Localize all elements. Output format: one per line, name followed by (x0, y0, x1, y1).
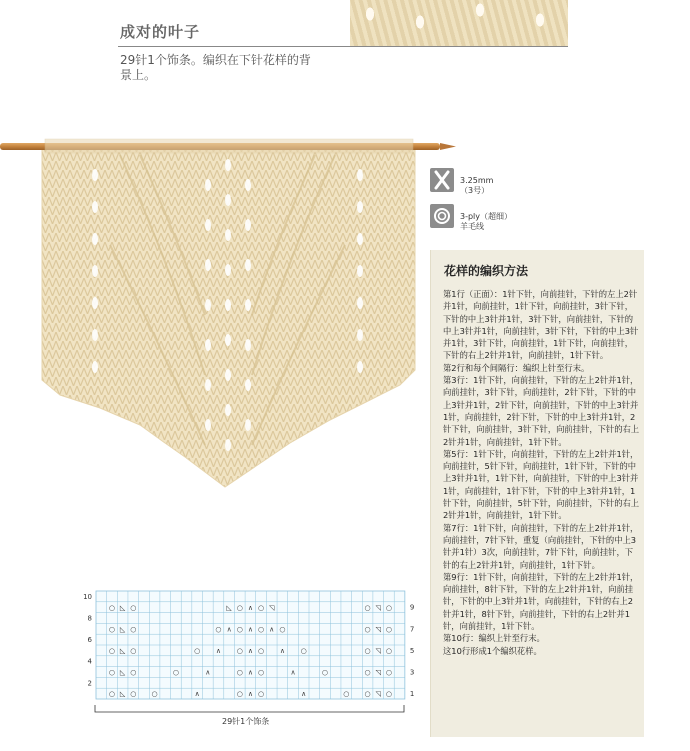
chart-symbol-k2tog: ◺ (119, 625, 126, 634)
needle-info (430, 168, 454, 192)
chart-symbol-cdd: ∧ (301, 690, 307, 699)
chart-symbol-yo: ○ (130, 668, 137, 677)
row-9-instruction: 第9行：1针下针，向前挂针，下针的左上2针并1针，向前挂针，8针下针，下针的左上2针并1针，向前挂针，下针的中上3针并1针，向前挂针，下针的右上2针并1针，8针下针，向前挂针，下针的右上2针并1针，向前挂针，1针下针。 (443, 571, 639, 632)
yarn-weight: 3-ply（超细） (460, 212, 513, 221)
chart-symbol-yo: ○ (108, 647, 116, 655)
chart-stitch-label: 29针1个饰条 (222, 717, 270, 726)
chart-symbol-yo: ○ (130, 625, 137, 634)
chart-symbol-yo: ○ (130, 603, 137, 612)
chart-symbol-cdd: ∧ (247, 690, 253, 699)
row-number-right: 7 (409, 625, 415, 634)
row-10-instruction: 第10行：编织上针至行末。 (443, 633, 545, 644)
pattern-subtitle: 29针1个饰条。编织在下针花样的背景上。 (120, 53, 311, 82)
chart-symbol-yo: ○ (258, 668, 265, 677)
needle-size: 3.25mm (460, 176, 494, 185)
chart-symbol-cdd: ∧ (247, 625, 253, 634)
chart-symbol-cdd: ∧ (226, 625, 232, 634)
yarn-ball-icon (430, 204, 454, 228)
yarn-info (430, 204, 454, 228)
row-number-left: 2 (87, 679, 92, 688)
needle-number: （3号） (460, 186, 490, 195)
chart-symbol-ssk: ◹ (375, 668, 381, 677)
chart-symbol-yo: ○ (236, 603, 243, 612)
chart-symbol-yo: ○ (364, 668, 371, 677)
chart-symbol-ssk: ◹ (375, 603, 381, 612)
top-knit-photo (350, 0, 568, 46)
row-2-instruction: 第2行和每个间隔行：编织上针至行末。 (443, 362, 590, 373)
chart-symbol-cdd: ∧ (290, 668, 296, 677)
chart-symbol-yo: ○ (236, 690, 243, 699)
chart-symbol-yo: ○ (385, 625, 392, 634)
row-number-left: 10 (83, 592, 92, 601)
row-7-instruction: 第7行：1针下针，向前挂针，下针的左上2针并1针，向前挂针，7针下针，重复（向前挂针，下针的中上3针并1针）3次，向前挂针，7针下针，向前挂针，下针的右上2针并1针，向前挂针，1针下针。 (443, 522, 639, 570)
chart-symbol-yo: ○ (364, 690, 371, 699)
chart-symbol-yo: ○ (108, 603, 116, 612)
row-number-right: 5 (409, 646, 415, 655)
chart-symbol-yo: ○ (236, 625, 243, 634)
chart-symbol-yo: ○ (321, 668, 329, 677)
chart-symbol-cdd: ∧ (247, 668, 253, 677)
chart-symbol-yo: ○ (236, 668, 243, 677)
chart-symbol-ssk: ◹ (375, 690, 381, 699)
row-number-right: 9 (409, 603, 415, 612)
chart-symbol-yo: ○ (130, 647, 137, 655)
chart-symbol-yo: ○ (385, 647, 392, 655)
chart-symbol-k2tog: ◺ (226, 603, 232, 612)
chart-symbol-yo: ○ (385, 603, 392, 612)
chart-symbol-yo: ○ (194, 647, 201, 655)
needle-icon (430, 168, 454, 192)
chart-symbol-yo: ○ (151, 690, 158, 699)
chart-symbol-yo: ○ (364, 625, 371, 634)
chart-symbol-yo: ○ (343, 690, 350, 699)
chart-symbol-ssk: ◹ (375, 625, 381, 634)
chart-symbol-yo: ○ (215, 625, 222, 634)
knit-swatch-photo (0, 125, 460, 495)
chart-symbol-yo: ○ (385, 690, 392, 699)
row-1-instruction: 第1行（正面）：1针下针，向前挂针，下针的左上2针并1针，向前挂针，1针下针，向前挂针，3针下针，下针的中上3针并1针，3针下针，向前挂针，下针的中上3针并1针，向前挂针，3针下针，下针的中上3针并1针，3针下针，向前挂针，1针下针，向前挂针，下针的右上2针并1针，向前挂针，1针下针。 (443, 289, 639, 361)
chart-symbol-ssk: ◹ (375, 647, 381, 655)
chart-symbol-yo: ○ (279, 625, 286, 634)
chart-bracket (95, 705, 404, 712)
chart-symbol-yo: ○ (300, 647, 307, 655)
instructions-title: 花样的编织方法 (444, 264, 529, 278)
chart-symbol-yo: ○ (130, 690, 137, 699)
chart-symbol-yo: ○ (258, 625, 265, 634)
page-title: 成对的叶子 (120, 23, 201, 41)
chart-symbol-yo: ○ (236, 647, 243, 655)
chart-symbol-ssk: ◹ (269, 603, 275, 612)
chart-symbol-yo: ○ (172, 668, 179, 677)
chart-symbol-yo: ○ (258, 603, 265, 612)
chart-symbol-cdd: ∧ (215, 647, 222, 655)
chart-symbol-yo: ○ (258, 690, 265, 699)
chart-symbol-yo: ○ (364, 647, 371, 655)
chart-symbol-yo: ○ (108, 690, 116, 699)
chart-symbol-yo: ○ (385, 668, 392, 677)
row-number-right: 1 (409, 690, 415, 699)
chart-symbol-yo: ○ (108, 625, 116, 634)
chart-symbol-k2tog: ◺ (119, 690, 126, 699)
chart-symbol-k2tog: ◺ (119, 647, 126, 655)
chart-symbol-k2tog: ◺ (119, 668, 126, 677)
instructions-text (443, 288, 640, 657)
row-5-instruction: 第5行：1针下针，向前挂针，下针的左上2针并1针，向前挂针，5针下针，向前挂针，1针下针，下针的中上3针并1针，1针下针，向前挂针，下针的中上3针并1针，向前挂针，1针下针，下针的中上3针并1针，1针下针，向前挂针，5针下针，向前挂针，下针的右上2针并1针，向前挂针，1针下针。 (443, 448, 640, 521)
chart-symbol-yo: ○ (258, 647, 265, 655)
chart-symbol-cdd: ∧ (269, 625, 275, 634)
chart-symbol-cdd: ∧ (247, 603, 253, 612)
chart-symbol-k2tog: ◺ (119, 603, 126, 612)
yarn-type: 羊毛线 (460, 222, 484, 231)
title-divider (118, 46, 568, 47)
repeat-note: 这10行形成1个编织花样。 (443, 645, 542, 656)
chart-symbol-cdd: ∧ (279, 647, 285, 655)
chart-symbol-cdd: ∧ (194, 690, 200, 699)
row-3-instruction: 第3行：1针下针，向前挂针，下针的左上2针并1针，向前挂针，3针下针，向前挂针，2针下针，下针的中上3针并1针，2针下针，向前挂针，下针的中上3针并1针，向前挂针，2针下针，下针的中上3针并1针，2针下针，向前挂针，3针下针，向前挂针，下针的右上2针并1针，向前挂针，1针下针。 (443, 375, 640, 447)
row-number-right: 3 (409, 668, 415, 677)
chart-symbol-yo: ○ (364, 603, 371, 612)
chart-symbol-cdd: ∧ (247, 647, 253, 655)
row-number-left: 8 (87, 614, 92, 623)
knitting-chart (80, 585, 425, 730)
chart-symbol-cdd: ∧ (205, 668, 211, 677)
row-number-left: 4 (87, 657, 92, 666)
chart-symbol-yo: ○ (108, 668, 116, 677)
row-number-left: 6 (87, 636, 92, 645)
instructions-panel (430, 250, 644, 737)
